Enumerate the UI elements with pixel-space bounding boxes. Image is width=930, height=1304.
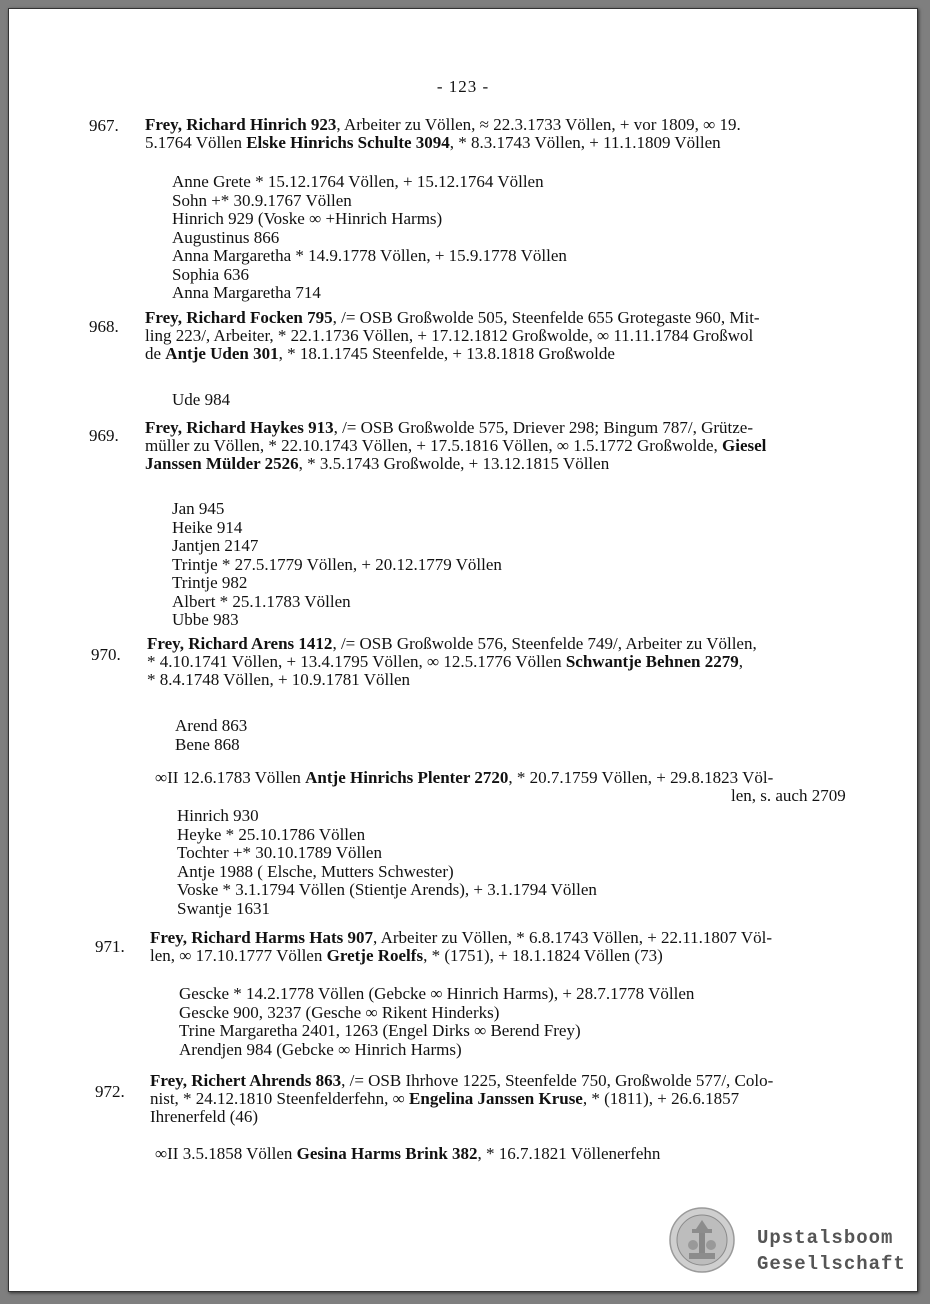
text: , /= OSB Großwolde 576, Steenfelde 749/, Arbeiter zu Völlen, [332,634,757,653]
header-line [147,653,859,671]
entry-number: 967. [89,116,119,135]
text: , * 8.3.1743 Völlen, + 11.1.1809 Völlen [449,133,721,152]
children-list [179,985,694,1059]
name: Frey, Richard Haykes 913 [145,418,334,437]
spouse-name: Giesel [722,436,767,455]
children-list [175,717,247,754]
spouse-name: Janssen Mülder 2526 [145,454,299,473]
text: , /= OSB Ihrhove 1225, Steenfelde 750, Großwolde 577/, Colo- [341,1071,774,1090]
header-line [145,309,857,327]
header-line [145,134,857,152]
entry-header [145,419,857,473]
spouse-name: Antje Hinrichs Plenter 2720 [305,768,509,787]
header-line [145,116,857,134]
child-item: Gescke 900, 3237 (Gesche ∞ Rikent Hinderks) [179,1002,500,1022]
name: Frey, Richard Arens 1412 [147,634,333,653]
child-item: Heyke * 25.10.1786 Völlen [177,824,366,844]
header-line [145,327,857,345]
child-item: Hinrich 929 (Voske ∞ +Hinrich Harms) [172,209,443,228]
entry-header [147,635,859,689]
spouse-name: Gretje Roelfs [326,946,424,965]
header-line [150,1108,862,1126]
text: ∞II 12.6.1783 Völlen [155,768,306,787]
text: , Arbeiter zu Völlen, ≈ 22.3.1733 Völlen, + vor 1809, ∞ 19. [336,115,741,134]
entry-header [150,929,862,965]
child-item: Augustinus 866 [172,227,280,247]
second-marriage [155,769,773,787]
child-item: Heike 914 [172,517,243,537]
header-line [150,929,862,947]
name: Frey, Richert Ahrends 863 [150,1071,342,1090]
child-item: Ubbe 983 [172,610,239,629]
spouse-name: Gesina Harms Brink 382 [296,1144,478,1163]
document-page [8,8,918,1292]
children-list [172,391,230,410]
text: müller zu Völlen, * 22.10.1743 Völlen, + 17.5.1816 Völlen, ∞ 1.5.1772 Großwolde, [145,436,722,455]
text: , [738,652,743,671]
second-marriage-continuation: len, s. auch 2709 [731,786,846,805]
child-item: Trine Margaretha 2401, 1263 (Engel Dirks ∞ Berend Frey) [179,1021,581,1040]
text: ∞II 3.5.1858 Völlen [155,1144,297,1163]
child-item: Trintje 982 [172,573,248,592]
entry-number: 970. [91,645,121,664]
society-seal-icon [669,1207,735,1273]
child-item: Tochter +* 30.10.1789 Völlen [177,843,382,862]
brand-line-1: Upstalsboom [757,1227,894,1249]
entry-number: 971. [95,937,125,956]
second-marriage [155,1145,660,1163]
child-item: Albert * 25.1.1783 Völlen [172,591,351,611]
name: Frey, Richard Hinrich 923 [145,115,337,134]
page-number: - 123 - [436,77,490,96]
text: , /= OSB Großwolde 505, Steenfelde 655 Grotegaste 960, Mit- [332,308,760,327]
name: Frey, Richard Focken 795 [145,308,333,327]
child-item: Voske * 3.1.1794 Völlen (Stientje Arends), + 3.1.1794 Völlen [177,880,597,899]
text: Ihrenerfeld (46) [150,1107,259,1126]
spouse-name: Elske Hinrichs Schulte 3094 [246,133,450,152]
child-item: Arend 863 [175,716,248,735]
child-item: Gescke * 14.2.1778 Völlen (Gebcke ∞ Hinrich Harms), + 28.7.1778 Völlen [179,984,695,1003]
header-line [145,345,857,363]
child-item: Jantjen 2147 [172,536,259,555]
header-line [145,437,857,455]
entry-number: 972. [95,1082,125,1101]
child-item: Swantje 1631 [177,898,271,918]
text: * 4.10.1741 Völlen, + 13.4.1795 Völlen, ∞ 12.5.1776 Völlen [147,652,566,671]
entry-number: 969. [89,426,119,445]
child-item: Arendjen 984 (Gebcke ∞ Hinrich Harms) [179,1039,462,1059]
text: , * (1751), + 18.1.1824 Völlen (73) [423,946,663,965]
child-item: Antje 1988 ( Elsche, Mutters Schwester) [177,861,454,881]
child-item: Ude 984 [172,390,231,409]
text: nist, * 24.12.1810 Steenfelderfehn, ∞ [150,1089,410,1108]
children-list [172,500,502,630]
child-item: Anna Margaretha * 14.9.1778 Völlen, + 15.9.1778 Völlen [172,246,567,265]
text: 5.1764 Völlen [145,133,247,152]
header-line [147,635,859,653]
entry-number: 968. [89,317,119,336]
text: , Arbeiter zu Völlen, * 6.8.1743 Völlen, + 22.11.1807 Völ- [373,928,773,947]
text: , /= OSB Großwolde 575, Driever 298; Bingum 787/, Grütze- [333,418,753,437]
name: Frey, Richard Harms Hats 907 [150,928,374,947]
child-item: Anne Grete * 15.12.1764 Völlen, + 15.12.1764 Völlen [172,172,544,191]
child-item: Jan 945 [172,499,225,518]
child-item: Trintje * 27.5.1779 Völlen, + 20.12.1779 Völlen [172,554,502,574]
header-line [145,455,857,473]
child-item: Hinrich 930 [177,806,259,825]
spouse-name: Engelina Janssen Kruse [409,1089,583,1108]
children-list-second-marriage [177,807,597,918]
header-line [150,1090,862,1108]
children-list [172,173,567,303]
text: , * 16.7.1821 Völlenerfehn [477,1144,661,1163]
text: ling 223/, Arbeiter, * 22.1.1736 Völlen, + 17.12.1812 Großwolde, ∞ 11.11.1784 Großwol [145,326,754,345]
text: , * 3.5.1743 Großwolde, + 13.12.1815 Völlen [298,454,610,473]
child-item: Sophia 636 [172,264,249,284]
text: * 8.4.1748 Völlen, + 10.9.1781 Völlen [147,670,411,689]
text: , * 20.7.1759 Völlen, + 29.8.1823 Völ- [508,768,774,787]
spouse-name: Schwantje Behnen 2279 [565,652,739,671]
header-line [150,947,862,965]
header-line [147,671,859,689]
text: , * (1811), + 26.6.1857 [582,1089,740,1108]
entry-header [145,116,857,152]
header-line [150,1072,862,1090]
child-item: Bene 868 [175,734,240,754]
spouse-name: Antje Uden 301 [165,344,279,363]
text: , * 18.1.1745 Steenfelde, + 13.8.1818 Großwolde [278,344,615,363]
society-branding [757,1225,906,1277]
text: len, ∞ 17.10.1777 Völlen [150,946,327,965]
child-item: Sohn +* 30.9.1767 Völlen [172,190,352,210]
text: de [145,344,166,363]
header-line [145,419,857,437]
child-item: Anna Margaretha 714 [172,283,321,302]
entry-header [150,1072,862,1126]
brand-line-2: Gesellschaft [757,1253,906,1275]
entry-header [145,309,857,363]
